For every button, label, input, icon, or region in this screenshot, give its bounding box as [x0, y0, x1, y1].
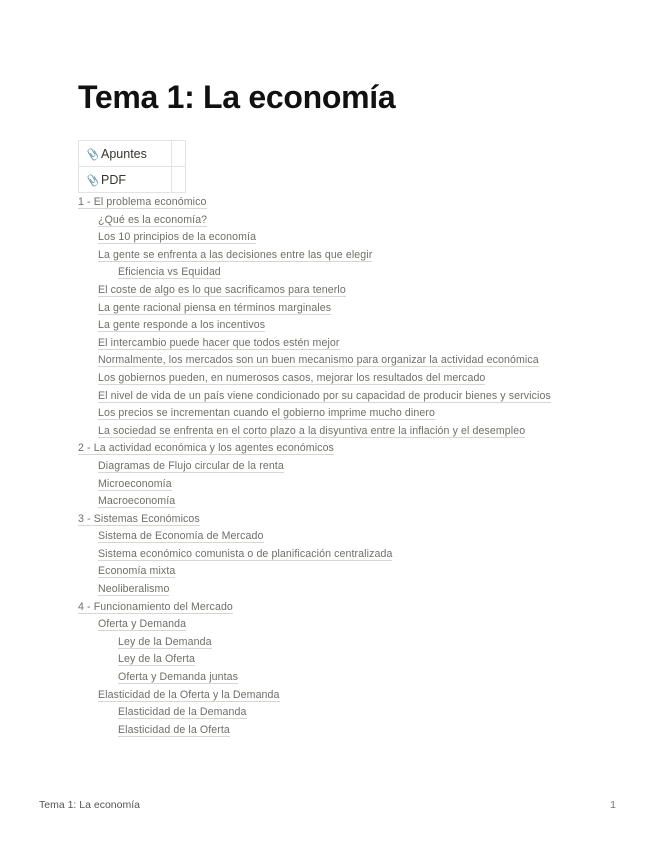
toc-item: [78, 230, 578, 248]
toc-link[interactable]: Eficiencia vs Equidad: [118, 266, 221, 279]
attachment-empty-cell: [172, 141, 186, 167]
toc-link[interactable]: 2 - La actividad económica y los agentes económicos: [78, 442, 334, 455]
toc-link[interactable]: El coste de algo es lo que sacrificamos para tenerlo: [98, 283, 346, 296]
attachment-empty-cell: [172, 167, 186, 193]
toc-item: [78, 635, 578, 653]
attachment-cell[interactable]: [79, 141, 172, 167]
toc-link[interactable]: La gente responde a los incentivos: [98, 319, 266, 332]
toc-link[interactable]: ¿Qué es la economía?: [98, 213, 208, 226]
toc-item: [78, 459, 578, 477]
toc-link[interactable]: Elasticidad de la Oferta y la Demanda: [98, 688, 280, 701]
toc-item: [78, 670, 578, 688]
toc-item: [78, 582, 578, 600]
toc-link[interactable]: Los 10 principios de la economía: [98, 231, 257, 244]
toc-item: [78, 652, 578, 670]
attachment-link-apuntes[interactable]: Apuntes: [101, 146, 147, 161]
toc-item: [78, 406, 578, 424]
toc-item: [78, 353, 578, 371]
toc-link[interactable]: Ley de la Demanda: [118, 635, 212, 648]
toc-item: [78, 318, 578, 336]
toc-link[interactable]: Los gobiernos pueden, en numerosos casos, mejorar los resultados del mercado: [98, 371, 486, 384]
toc-item: [78, 529, 578, 547]
footer-page-number: 1: [610, 799, 616, 811]
toc-link[interactable]: 4 - Funcionamiento del Mercado: [78, 600, 233, 613]
attachment-cell[interactable]: [79, 167, 172, 193]
toc-link[interactable]: Oferta y Demanda juntas: [118, 671, 239, 684]
toc-item: [78, 441, 578, 459]
toc-item: [78, 564, 578, 582]
toc-item: [78, 371, 578, 389]
toc-item: [78, 600, 578, 618]
toc-item: [78, 195, 578, 213]
toc-item: [78, 705, 578, 723]
toc-item: [78, 723, 578, 741]
toc-link[interactable]: Economía mixta: [98, 565, 176, 578]
toc-item: [78, 283, 578, 301]
table-of-contents: [78, 195, 578, 740]
toc-link[interactable]: El intercambio puede hacer que todos estén mejor: [98, 336, 340, 349]
toc-item: [78, 213, 578, 231]
toc-link[interactable]: Normalmente, los mercados son un buen mecanismo para organizar la actividad económica: [98, 354, 539, 367]
toc-item: [78, 688, 578, 706]
toc-link[interactable]: Neoliberalismo: [98, 583, 170, 596]
toc-link[interactable]: 1 - El problema económico: [78, 196, 207, 208]
toc-item: [78, 617, 578, 635]
toc-item: [78, 494, 578, 512]
toc-link[interactable]: El nivel de vida de un país viene condicionado por su capacidad de producir bienes y servicios: [98, 389, 551, 402]
attachments-table: [78, 140, 186, 193]
toc-link[interactable]: Oferta y Demanda: [98, 618, 187, 631]
toc-item: [78, 389, 578, 407]
toc-item: [78, 477, 578, 495]
toc-link[interactable]: La gente racional piensa en términos marginales: [98, 301, 332, 314]
toc-item: [78, 336, 578, 354]
toc-item: [78, 547, 578, 565]
toc-item: [78, 248, 578, 266]
toc-link[interactable]: Sistema de Economía de Mercado: [98, 530, 264, 543]
attachment-link-pdf[interactable]: PDF: [101, 172, 126, 187]
toc-link[interactable]: Macroeconomía: [98, 495, 176, 508]
toc-link[interactable]: Diagramas de Flujo circular de la renta: [98, 459, 284, 472]
toc-link[interactable]: Elasticidad de la Oferta: [118, 723, 230, 736]
toc-item: [78, 265, 578, 283]
footer-title: Tema 1: La economía: [39, 799, 140, 811]
toc-link[interactable]: La sociedad se enfrenta en el corto plazo a la disyuntiva entre la inflación y el desempleo: [98, 424, 526, 437]
attachment-row: [79, 141, 186, 167]
toc-item: [78, 424, 578, 442]
toc-link[interactable]: Los precios se incrementan cuando el gobierno imprime mucho dinero: [98, 407, 435, 420]
toc-link[interactable]: Elasticidad de la Demanda: [118, 706, 247, 719]
toc-link[interactable]: Microeconomía: [98, 477, 172, 490]
paperclip-icon: 📎: [85, 148, 99, 161]
page-title: Tema 1: La economía: [78, 79, 396, 115]
toc-link[interactable]: Ley de la Oferta: [118, 653, 195, 666]
toc-link[interactable]: La gente se enfrenta a las decisiones entre las que elegir: [98, 248, 373, 261]
toc-item: [78, 301, 578, 319]
toc-link[interactable]: Sistema económico comunista o de planificación centralizada: [98, 547, 393, 560]
attachment-row: [79, 167, 186, 193]
paperclip-icon: 📎: [85, 174, 99, 187]
toc-item: [78, 512, 578, 530]
toc-link[interactable]: 3 - Sistemas Económicos: [78, 512, 200, 525]
